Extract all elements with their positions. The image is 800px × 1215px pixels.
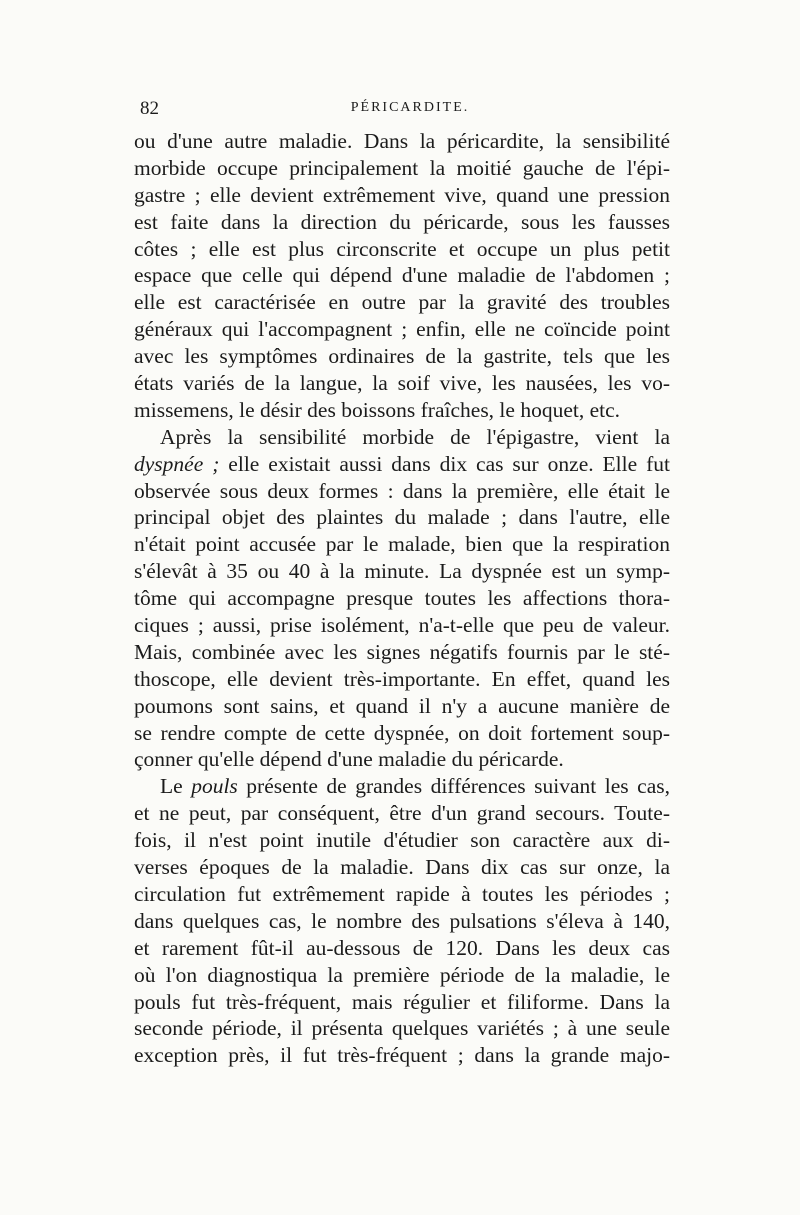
text-line: missemens, le désir des boissons fraîches, le hoquet, etc.	[134, 397, 621, 422]
page-header	[140, 98, 680, 122]
text-line: circulation fut extrêmement rapide à toutes les périodes ;	[134, 881, 670, 906]
text-line: principal objet des plaintes du malade ; dans l'autre, elle	[134, 505, 670, 530]
text-line: n'était point accusée par le malade, bien que la respiration	[134, 532, 670, 557]
text-line: çonner qu'elle dépend d'une maladie du péricarde.	[134, 747, 564, 772]
text-line: se rendre compte de cette dyspnée, on doit fortement soup-	[134, 720, 670, 745]
text-line: exception près, il fut très-fréquent ; dans la grande majo-	[134, 1043, 670, 1068]
text-line: avec les symptômes ordinaires de la gastrite, tels que les	[134, 344, 670, 369]
text-line: seconde période, il présenta quelques variétés ; à une seule	[134, 1016, 670, 1041]
text-line: pouls fut très-fréquent, mais régulier et filiforme. Dans la	[134, 989, 670, 1014]
text-line: gastre ; elle devient extrêmement vive, quand une pression	[134, 182, 670, 207]
text-line: fois, il n'est point inutile d'étudier son caractère aux di-	[134, 828, 670, 853]
italic-term: dyspnée ;	[134, 451, 220, 476]
text-line: où l'on diagnostiqua la première période de la maladie, le	[134, 962, 670, 987]
paragraph-start-line: Le pouls présente de grandes différences suivant les cas,	[160, 774, 670, 799]
text-line: poumons sont sains, et quand il n'y a aucune manière de	[134, 693, 670, 718]
text-line: ciques ; aussi, prise isolément, n'a-t-elle que peu de valeur.	[134, 613, 670, 638]
body-text	[134, 128, 670, 1069]
text-line: observée sous deux formes : dans la première, elle était le	[134, 478, 670, 503]
text-line: côtes ; elle est plus circonscrite et occupe un plus petit	[134, 236, 670, 261]
text-line: morbide occupe principalement la moitié gauche de l'épi-	[134, 155, 670, 180]
text-line: s'élevât à 35 ou 40 à la minute. La dyspnée est un symp-	[134, 559, 670, 584]
text-line: dyspnée ; elle existait aussi dans dix cas sur onze. Elle fut	[134, 451, 670, 476]
text-line: ou d'une autre maladie. Dans la péricardite, la sensibilité	[134, 129, 670, 153]
text-line: Mais, combinée avec les signes négatifs fournis par le sté-	[134, 639, 670, 664]
italic-term: pouls	[191, 774, 238, 799]
text-line: et ne peut, par conséquent, être d'un grand secours. Toute-	[134, 801, 670, 826]
text-line: est faite dans la direction du péricarde, sous les fausses	[134, 209, 670, 234]
text-line: espace que celle qui dépend d'une maladie de l'abdomen ;	[134, 263, 670, 288]
running-title: PÉRICARDITE.	[350, 100, 470, 115]
text-line: elle est caractérisée en outre par la gravité des troubles	[134, 290, 670, 315]
text-line: et rarement fût-il au-dessous de 120. Dans les deux cas	[134, 935, 670, 960]
text-line: verses époques de la maladie. Dans dix cas sur onze, la	[134, 855, 670, 880]
text-line: dans quelques cas, le nombre des pulsations s'éleva à 140,	[134, 908, 670, 933]
text-line: généraux qui l'accompagnent ; enfin, elle ne coïncide point	[134, 317, 670, 342]
page-number: 82	[140, 98, 159, 119]
paragraph-start-line: Après la sensibilité morbide de l'épigastre, vient la	[160, 424, 670, 449]
text-line: tôme qui accompagne presque toutes les affections thora-	[134, 586, 670, 611]
text-line: thoscope, elle devient très-importante. En effet, quand les	[134, 666, 670, 691]
text-line: états variés de la langue, la soif vive, les nausées, les vo-	[134, 371, 670, 396]
